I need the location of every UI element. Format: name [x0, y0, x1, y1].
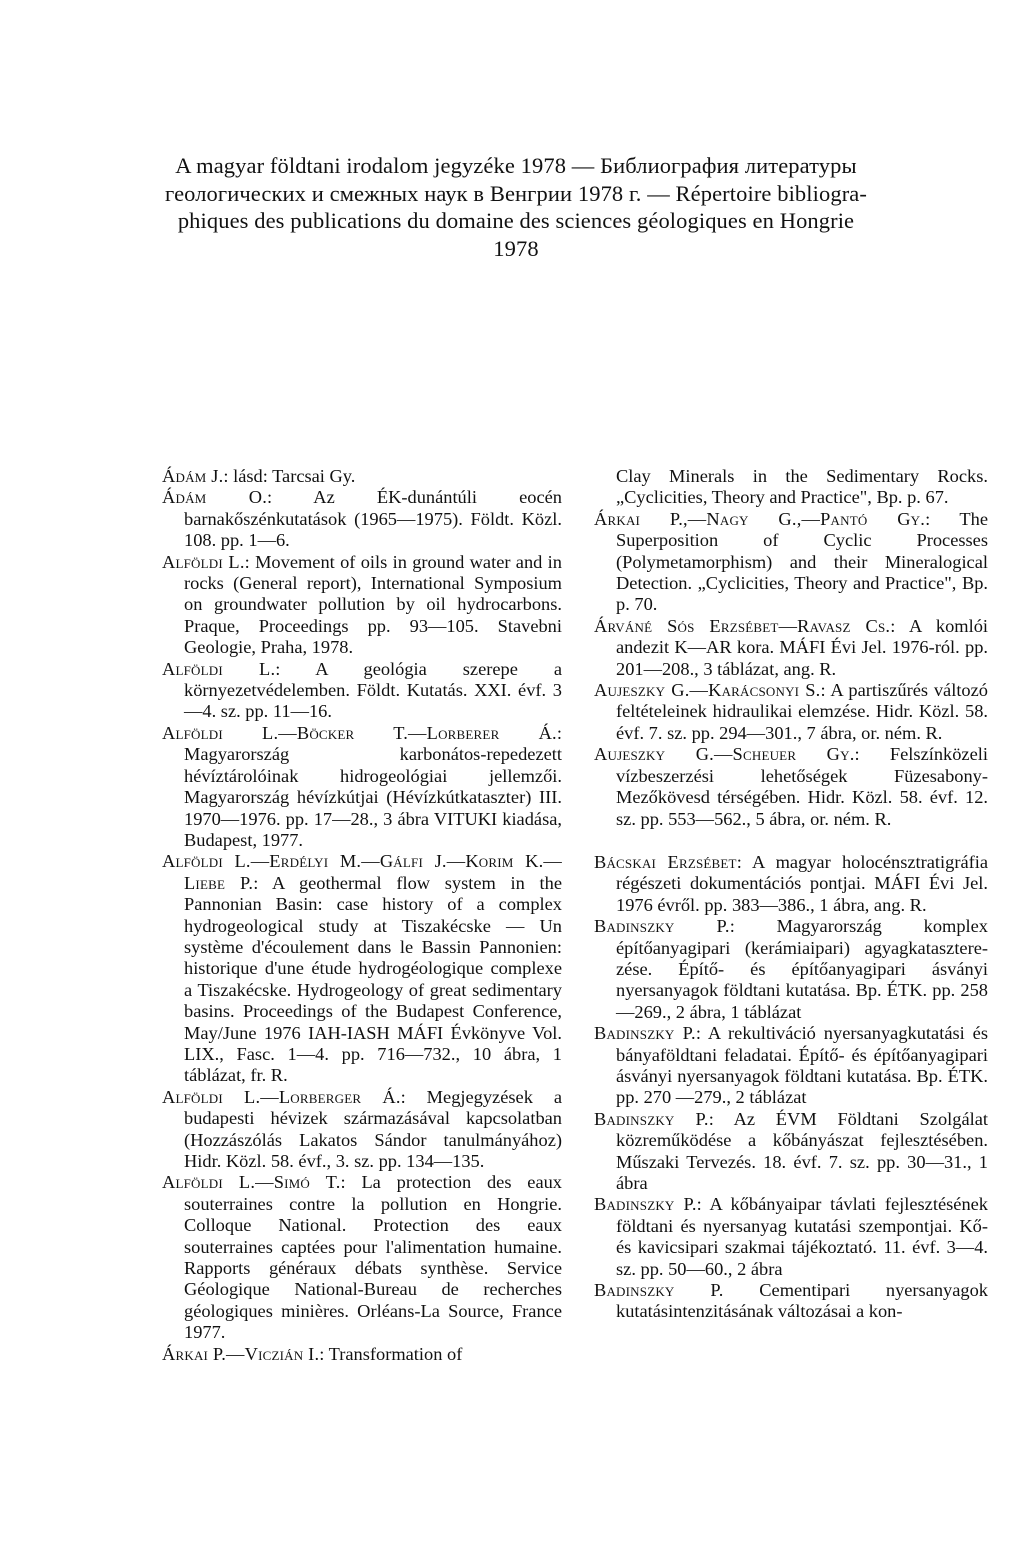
entry-author: Aujeszky G.—Karácsonyi S. [594, 680, 821, 701]
entry-text: : Az ÉVM Földtani Szolgálat közreműködése a kőbányászat fejlesztésében. Műszaki Tervezés. 18. évf. 7. sz. pp. 30—31., 1 ábra [616, 1108, 988, 1193]
entry-author: Árkai P.,—Nagy G.,—Pantó Gy. [594, 508, 926, 529]
entry-author: Badinszky P. [594, 1023, 696, 1044]
right-column [594, 466, 988, 1323]
entry-text: : lásd: Tarcsai Gy. [223, 466, 356, 486]
entry-author: Bácskai Erzsébet [594, 851, 737, 872]
bibliography-entry [162, 851, 562, 1086]
bibliography-entry [162, 659, 562, 723]
entry-author: Alföldi L. [162, 658, 276, 679]
bibliography-entry [594, 852, 988, 916]
entry-text: : Transformation of [319, 1343, 463, 1364]
bibliography-entry [162, 552, 562, 659]
entry-author: Alföldi L. [162, 551, 245, 572]
entry-text: : Megjegyzések a budapesti hévizek származásával kapcsolatban (Hozzászólás Lakatos Sándor tanulmányához) Hidr. Közl. 58. évf., 3. sz. pp. 134—135. [184, 1086, 562, 1171]
page-header [149, 152, 883, 262]
entry-author: Árváné Sós Erzsébet—Ravasz Cs. [594, 615, 891, 636]
entry-author: Badinszky P. [594, 916, 730, 937]
entry-author: Badinszky P. [594, 1280, 724, 1301]
bibliography-entry-continued [594, 466, 988, 509]
header-line: 1978 [493, 235, 539, 261]
bibliography-entry [594, 1023, 988, 1109]
bibliography-entry [162, 723, 562, 851]
entry-text: Clay Minerals in the Sedimentary Rocks. „Cyclicities, Theory and Practice", Bp. p. 67. [616, 466, 988, 508]
entry-text: : A kőbányaipar távlati fejlesztésének földtani és nyersanyag kutatási szempontjai. Kő- és kavicsipari szakmai tájékoztató. 11. évf. 3—4. sz. pp. 50—60., 2 ábra [616, 1194, 988, 1279]
bibliography-entry [594, 509, 988, 616]
entry-text: : A rekultiváció nyersanyagkutatási és bányaföldtani feladatai. Építő- és építőanyagipari ásványi nyersanyagok földtani kutatása. Bp. ÉTK. pp. 270 —279., 2 táblázat [616, 1023, 988, 1108]
entry-text: : Magyarország komplex építőanyagipari (kerámiaipari) agyagkataszterezése. Építő- és építőanyagipari ásványi nyersanyagok földtani kutatása. Bp. ÉTK. pp. 258—269., 2 ábra, 1 táblázat [616, 916, 988, 1022]
entry-text: : A geológia szerepe a környezetvédelemben. Földt. Kutatás. XXI. évf. 3—4. sz. pp. 11—16. [184, 658, 562, 722]
entry-author: Badinszky P. [594, 1108, 709, 1129]
entry-text: : A komlói andezit K—AR kora. MÁFI Évi Jel. 1976-ról. pp. 201—208., 3 táblázat, ang. R. [616, 615, 988, 679]
entry-author: Aujeszky G.—Scheuer Gy. [594, 744, 855, 765]
bibliography-entry [162, 1172, 562, 1343]
bibliography-entry [162, 487, 562, 551]
header-line: phiques des publications du domaine des sciences géologiques en Hongrie [177, 208, 855, 233]
entry-text: : A magyar holocénsztratigráfia régészeti dokumentációs pontjai. MÁFI Évi Jel. 1976 évről. pp. 383—386., 1 ábra, ang. R. [616, 851, 989, 915]
entry-author: Árkai P.—Viczián I. [162, 1343, 320, 1364]
entry-author: Alföldi L.—Erdélyi M.—Gálfi J.—Korim K.—Liebe P. [162, 851, 562, 893]
bibliography-entry [594, 1109, 988, 1195]
entry-text: : Magyarország karbonátos-repedezett hévíztárolóinak hidrogeológiai jellemzői. Magyarország hévízkútjai (Hévízkútkataszter) III. 1970—1976. pp. 17—28., 3 ábra VITUKI kiadása, Budapest, 1977. [184, 722, 562, 850]
entry-text: : A partiszűrés változó feltételeinek hidraulikai elemzése. Hidr. Közl. 58. évf. 7. sz. pp. 294—301., 7 ábra, or. ném. R. [616, 680, 988, 743]
entry-author: Alföldi L.—Lorberger Á. [162, 1086, 401, 1107]
bibliography-entry [594, 1280, 988, 1323]
entry-author: Ádám J. [162, 466, 224, 486]
entry-text: : The Superposition of Cyclic Processes (Polymetamorphism) and their Mineralogical Detection. „Cyclicities, Theory and Practice", Bp. p. 70. [616, 508, 989, 615]
entry-text: : Az ÉK-dunántúli eocén barnakőszénkutatások (1965—1975). Földt. Közl. 108. pp. 1—6. [184, 487, 562, 551]
bibliography-entry [594, 1194, 988, 1280]
bibliography-entry [594, 916, 988, 1023]
bibliography-entry [594, 744, 988, 830]
bibliography-entry [594, 616, 988, 680]
header-line: геологических и смежных наук в Венгрии 1978 г. — Répertoire bibliogra- [165, 180, 867, 206]
bibliography-entry [594, 680, 988, 744]
bibliography-entry [162, 1087, 562, 1173]
entry-author: Badinszky P. [594, 1194, 697, 1215]
entry-text: Cementipari nyersanyagok kutatásintenzitásának változásai a kon- [616, 1280, 989, 1322]
entry-author: Alföldi L.—Böcker T.—Lorberer Á. [162, 722, 557, 743]
entry-text: : La protection des eaux souterraines contre la pollution en Hongrie. Colloque National. Protection des eaux souterraines captées pour l'alimentation humaine. Rapports généraux débats synthèse. Service Géologique National-Bureau de recherches géologiques minières. Orléans-La Source, France 1977. [184, 1172, 563, 1343]
entry-author: Alföldi L.—Simó T. [162, 1172, 341, 1193]
bibliography-entry [162, 466, 562, 487]
entry-text: : Movement of oils in ground water and in rocks (General report), International Symposium on groundwater pollution by oil hydrocarbons. Praque, Proceedings pp. 93—105. Stavebni Geologie, Praha, 1978. [184, 551, 562, 658]
entry-text: : A geothermal flow system in the Pannonian Basin: case history of a complex hydrogeological study at Tiszakécske — Un système d'écoulement dans le Bassin Pannonien: historique d'une étude hydrogéologique complexe a Tiszakécske. Hydrogeology of great sedimentary basins. Proceedings of the Budapest Conference, May/June 1976 IAH-IASH MÁFI Évkönyve Vol. LIX., Fasc. 1—4. pp. 716—732., 10 ábra, 1 táblázat, fr. R. [184, 872, 562, 1086]
left-column [162, 466, 562, 1365]
entry-text: : Felszínközeli vízbeszerzési lehetőségek Füzesabony-Mezőkövesd térségében. Hidr. Közl. 58. évf. 12. sz. pp. 553—562., 5 ábra, or. ném. R. [616, 744, 988, 829]
entry-author: Ádám O. [162, 487, 268, 508]
bibliography-entry [162, 1344, 562, 1365]
header-line: A magyar földtani irodalom jegyzéke 1978 — Библиография литературы [175, 153, 857, 178]
